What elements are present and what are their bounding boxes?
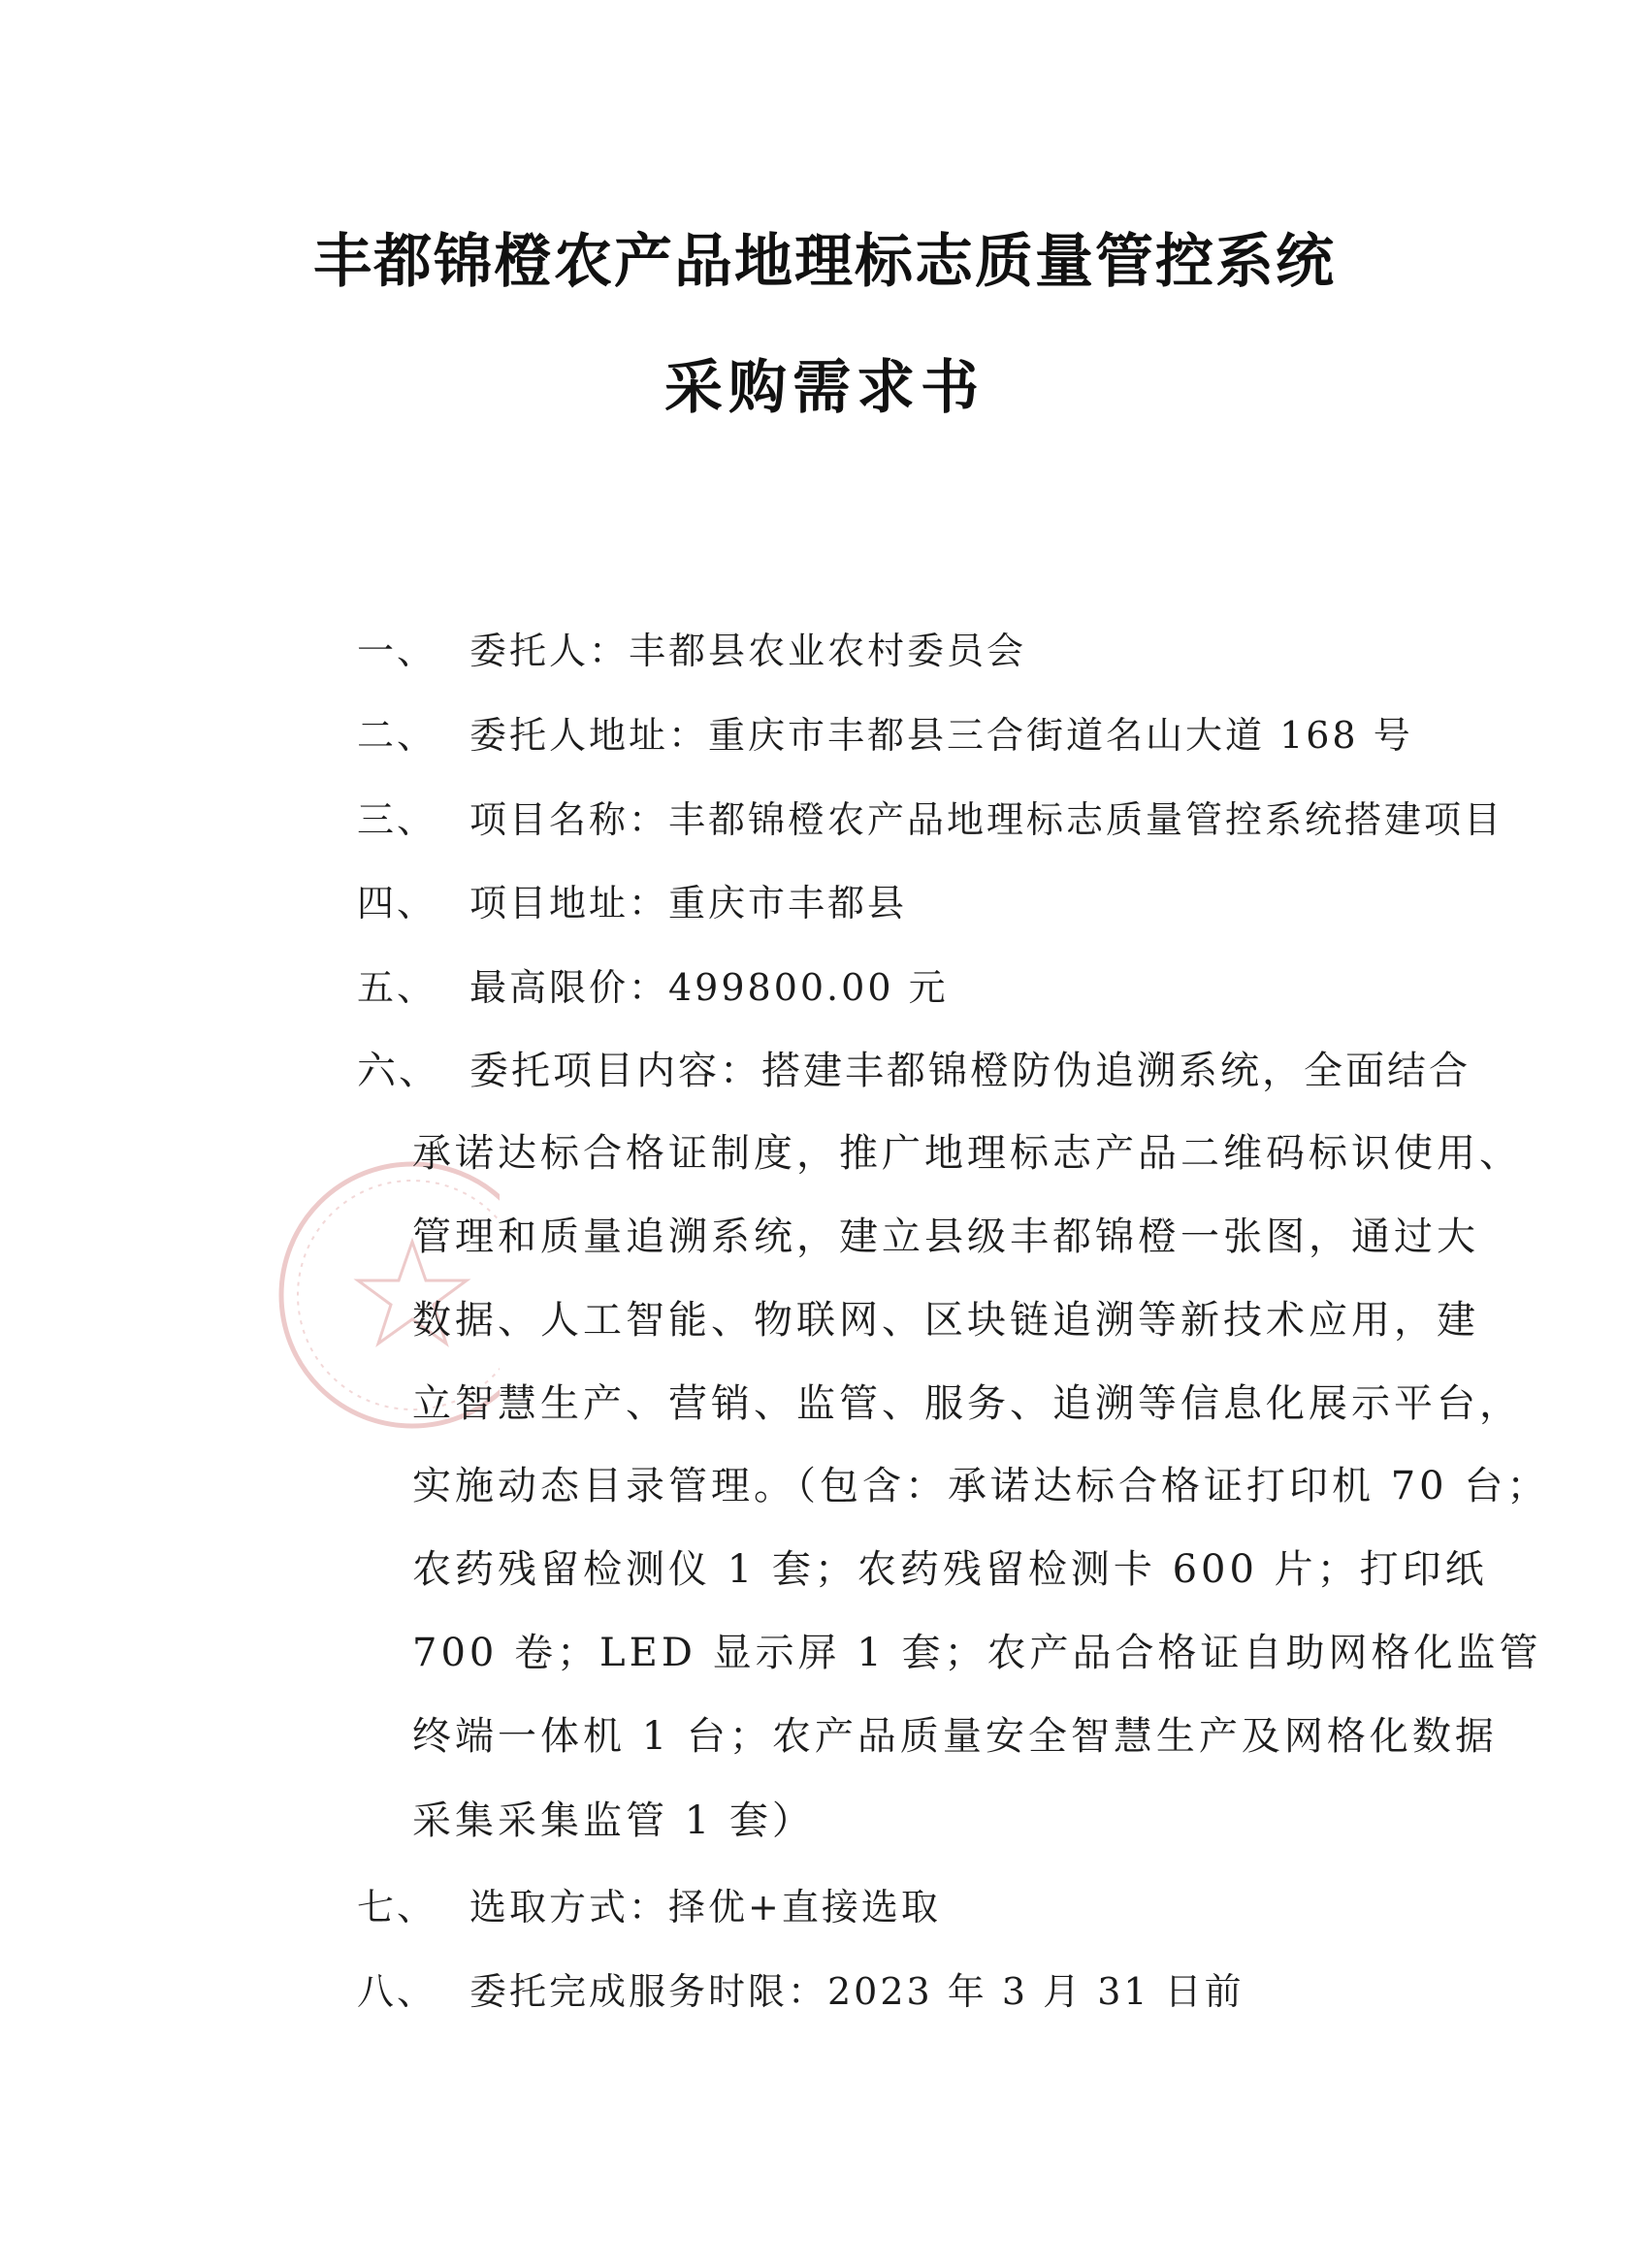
item-text: 委托完成服务时限：2023 年 3 月 31 日前 xyxy=(469,1970,1245,2013)
item-continuation-line: 承诺达标合格证制度，推广地理标志产品二维码标识使用、 xyxy=(412,1131,1522,1176)
item-number: 二、 xyxy=(357,714,437,757)
item-continuation-line: 数据、人工智能、物联网、区块链追溯等新技术应用，建 xyxy=(412,1298,1479,1343)
document-title: 丰都锦橙农产品地理标志质量管控系统 xyxy=(313,228,1336,296)
list-item xyxy=(357,1961,1245,2015)
item-text: 选取方式：择优+直接选取 xyxy=(469,1886,941,1928)
list-item xyxy=(357,621,1026,674)
item-text: 委托人地址：重庆市丰都县三合街道名山大道 168 号 xyxy=(469,714,1413,757)
list-item xyxy=(357,790,1504,843)
item-continuation-line: 立智慧生产、营销、监管、服务、追溯等信息化展示平台， xyxy=(412,1381,1522,1426)
list-item xyxy=(357,1877,941,1930)
item-continuation-line: 终端一体机 1 台；农产品质量安全智慧生产及网格化数据 xyxy=(412,1714,1498,1759)
item-number: 一、 xyxy=(357,630,437,672)
item-number: 五、 xyxy=(357,966,437,1009)
item-continuation-line: 农药残留检测仪 1 套；农药残留检测卡 600 片；打印纸 xyxy=(412,1547,1488,1592)
list-item xyxy=(357,1040,1471,1095)
item-number: 六、 xyxy=(357,1049,440,1093)
item-text: 委托项目内容：搭建丰都锦橙防伪追溯系统，全面结合 xyxy=(469,1049,1471,1093)
document-subtitle: 采购需求书 xyxy=(664,354,985,422)
item-text: 项目地址：重庆市丰都县 xyxy=(469,882,908,924)
list-item xyxy=(357,705,1413,759)
item-continuation-line: 采集采集监管 1 套） xyxy=(412,1798,815,1843)
item-number: 三、 xyxy=(357,798,437,841)
item-continuation-line: 700 卷；LED 显示屏 1 套；农产品合格证自助网格化监管 xyxy=(412,1631,1542,1675)
item-continuation-line: 实施动态目录管理。（包含：承诺达标合格证打印机 70 台； xyxy=(412,1464,1550,1508)
item-text: 最高限价：499800.00 元 xyxy=(469,966,949,1009)
item-text: 项目名称：丰都锦橙农产品地理标志质量管控系统搭建项目 xyxy=(469,798,1504,841)
item-continuation-line: 管理和质量追溯系统，建立县级丰都锦橙一张图，通过大 xyxy=(412,1215,1479,1259)
item-number: 七、 xyxy=(357,1886,437,1928)
list-item xyxy=(357,873,907,926)
list-item xyxy=(357,957,949,1011)
item-text: 委托人：丰都县农业农村委员会 xyxy=(469,630,1027,672)
item-number: 八、 xyxy=(357,1970,437,2013)
item-number: 四、 xyxy=(357,882,437,924)
